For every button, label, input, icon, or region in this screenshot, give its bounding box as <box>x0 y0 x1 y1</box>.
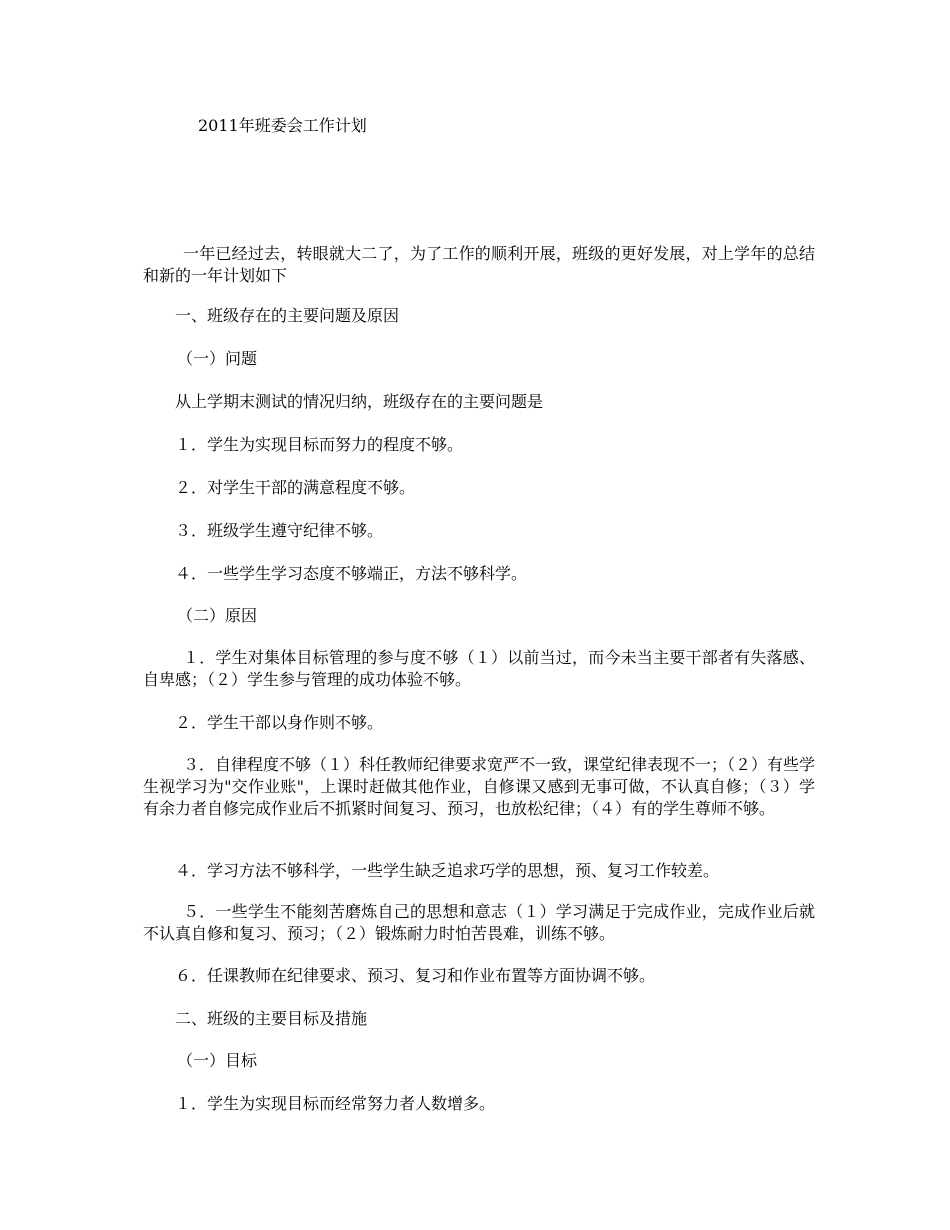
problem-item-4: ４．一些学生学习态度不够端正，方法不够科学。 <box>175 564 528 583</box>
section1-heading: 一、班级存在的主要问题及原因 <box>175 306 400 325</box>
goal-item-1: １．学生为实现目标而经常努力者人数增多。 <box>175 1094 496 1113</box>
cause-item-4: ４．学习方法不够科学，一些学生缺乏追求巧学的思想，预、复习工作较差。 <box>175 861 720 880</box>
goals-heading: （一）目标 <box>177 1051 258 1070</box>
cause-item-6: ６．任课教师在纪律要求、预习、复习和作业布置等方面协调不够。 <box>175 966 656 985</box>
problem-item-2: ２．对学生干部的满意程度不够。 <box>175 478 416 497</box>
cause-item-1: １．学生对集体目标管理的参与度不够（１）以前当过，而今未当主要干部者有失落感、自卑感；（２）学生参与管理的成功体验不够。 <box>143 648 815 689</box>
intro-paragraph: 一年已经过去，转眼就大二了，为了工作的顺利开展，班级的更好发展，对上学年的总结和新的一年计划如下 <box>143 244 815 285</box>
causes-heading: （二）原因 <box>177 606 258 625</box>
cause-item-2: ２．学生干部以身作则不够。 <box>175 713 384 732</box>
cause-item-5: ５．一些学生不能刻苦磨炼自己的思想和意志（１）学习满足于完成作业，完成作业后就不认真自修和复习、预习；（２）锻炼耐力时怕苦畏难，训练不够。 <box>143 902 815 943</box>
cause-item-3: ３．自律程度不够（１）科任教师纪律要求宽严不一致，课堂纪律表现不一；（２）有些学生视学习为"交作业账"，上课时赶做其他作业，自修课又感到无事可做，不认真自修；（３）学有余力者自修完成作业后不抓紧时间复习、预习，也放松纪律；（４）有的学生尊师不够。 <box>143 755 816 818</box>
section2-heading: 二、班级的主要目标及措施 <box>175 1009 368 1028</box>
problems-intro: 从上学期末测试的情况归纳，班级存在的主要问题是 <box>175 392 544 411</box>
problem-item-3: ３．班级学生遵守纪律不够。 <box>175 521 384 540</box>
problem-item-1: １．学生为实现目标而努力的程度不够。 <box>175 435 464 454</box>
problems-heading: （一）问题 <box>177 349 258 368</box>
document-title: 2011年班委会工作计划 <box>198 116 367 135</box>
